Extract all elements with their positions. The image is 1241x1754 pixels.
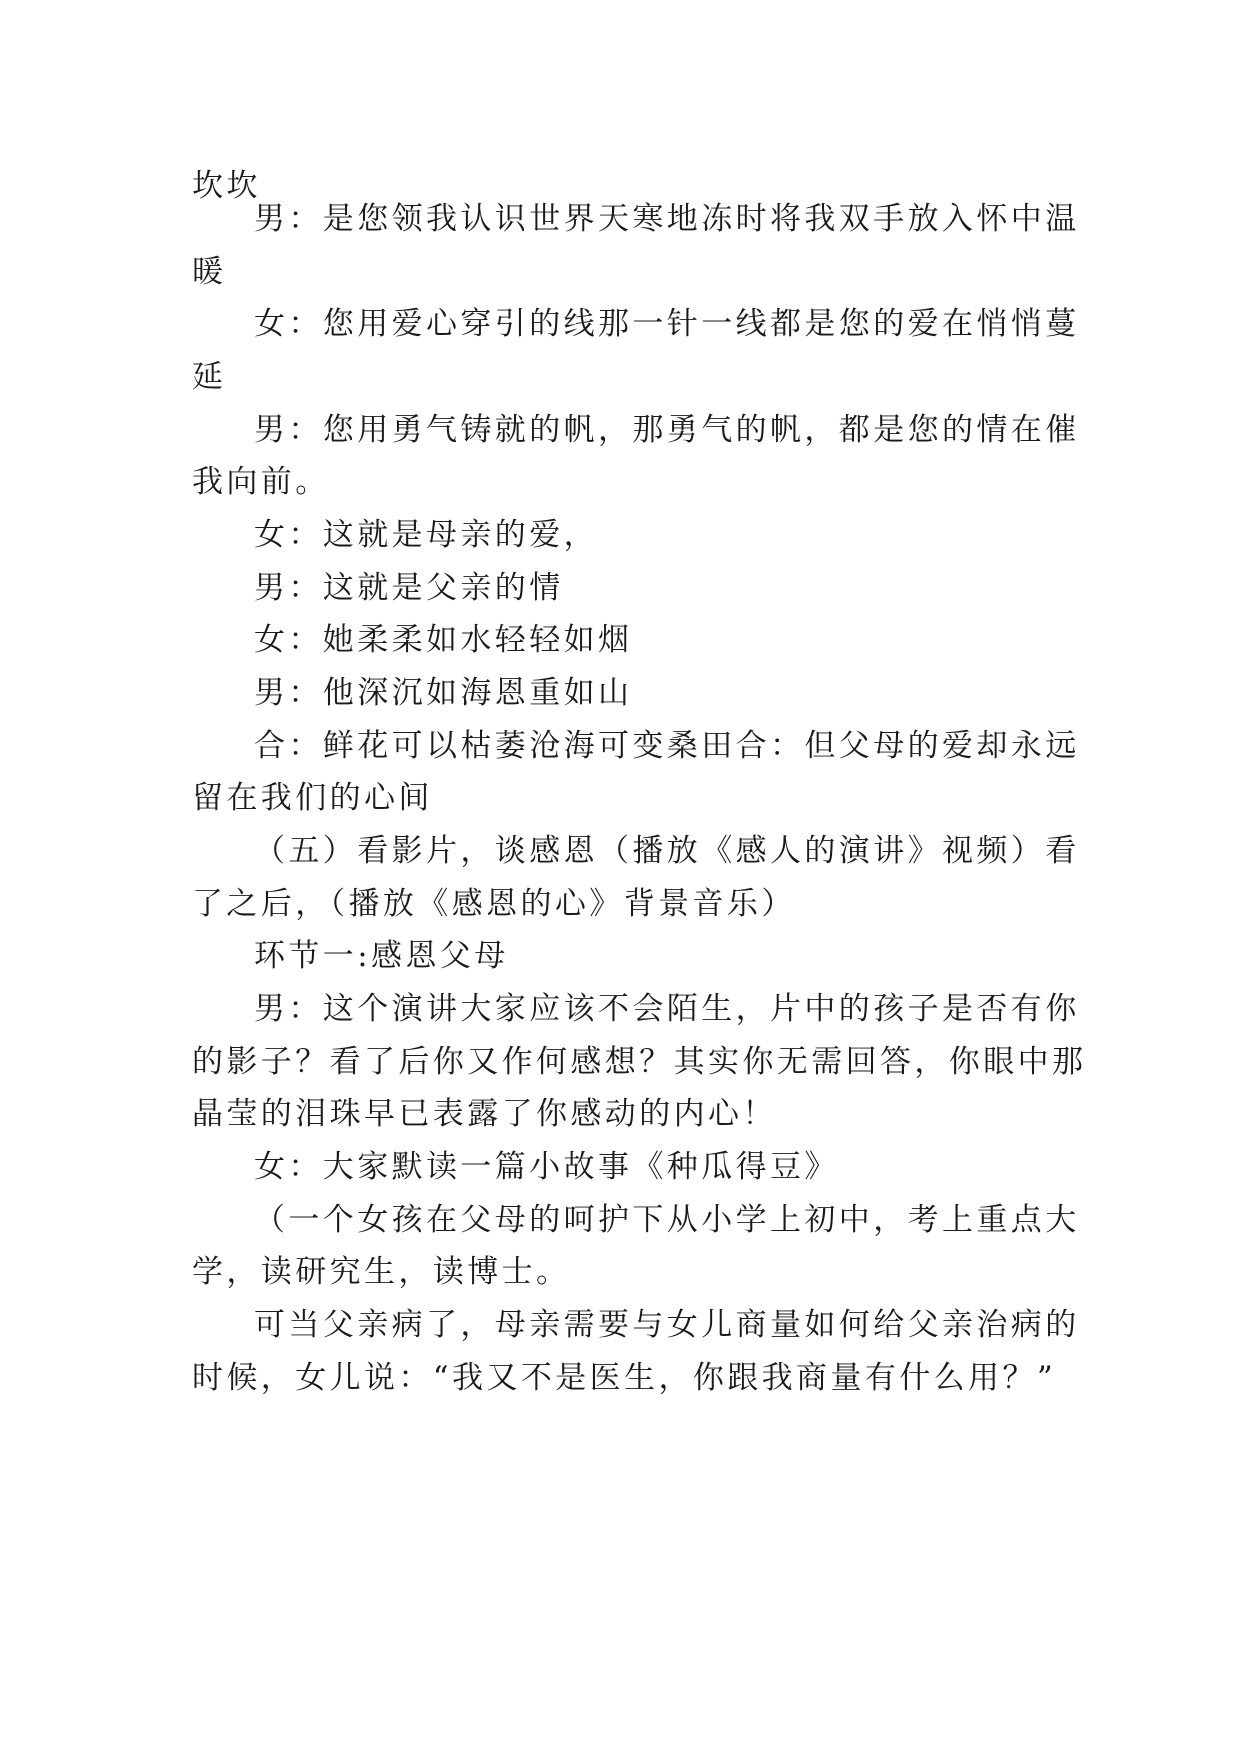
text-line: 女：这就是母亲的爱， xyxy=(254,517,598,553)
text-line: 女：她柔柔如水轻轻如烟 xyxy=(254,622,633,658)
text-line: （五）看影片，谈感恩（播放《感人的演讲》视频）看 xyxy=(254,833,1080,869)
text-line: 的影子？看了后你又作何感想？其实你无需回答，你眼中那 xyxy=(192,1044,1087,1080)
text-line: 了之后，（播放《感恩的心》背景音乐） xyxy=(192,886,796,922)
text-line: 合：鲜花可以枯萎沧海可变桑田合：但父母的爱却永远 xyxy=(254,728,1080,764)
text-line: 男：他深沉如海恩重如山 xyxy=(254,675,633,711)
text-line: 男：这就是父亲的情 xyxy=(254,570,564,606)
text-line: 男：是您领我认识世界天寒地冻时将我双手放入怀中温 xyxy=(254,201,1080,237)
text-line: （一个女孩在父母的呵护下从小学上初中，考上重点大 xyxy=(254,1202,1080,1238)
text-line: 男：这个演讲大家应该不会陌生，片中的孩子是否有你 xyxy=(254,991,1080,1027)
text-line: 可当父亲病了，母亲需要与女儿商量如何给父亲治病的 xyxy=(254,1307,1080,1343)
text-line: 留在我们的心间 xyxy=(192,780,433,816)
text-line: 坎坎 xyxy=(192,168,261,204)
text-line: 时候，女儿说：“我又不是医生，你跟我商量有什么用？” xyxy=(192,1360,1057,1396)
text-line: 学，读研究生，读博士。 xyxy=(192,1254,571,1290)
text-line: 女：您用爱心穿引的线那一针一线都是您的爱在悄悄蔓 xyxy=(254,306,1080,342)
text-line: 环节一:感恩父母 xyxy=(254,938,509,974)
text-line: 我向前。 xyxy=(192,464,330,500)
text-line: 女：大家默读一篇小故事《种瓜得豆》 xyxy=(254,1149,839,1185)
text-line: 暖 xyxy=(192,254,227,290)
text-line: 延 xyxy=(192,359,227,395)
text-line: 晶莹的泪珠早已表露了你感动的内心！ xyxy=(192,1096,777,1132)
text-line: 男：您用勇气铸就的帆，那勇气的帆，都是您的情在催 xyxy=(254,412,1080,448)
